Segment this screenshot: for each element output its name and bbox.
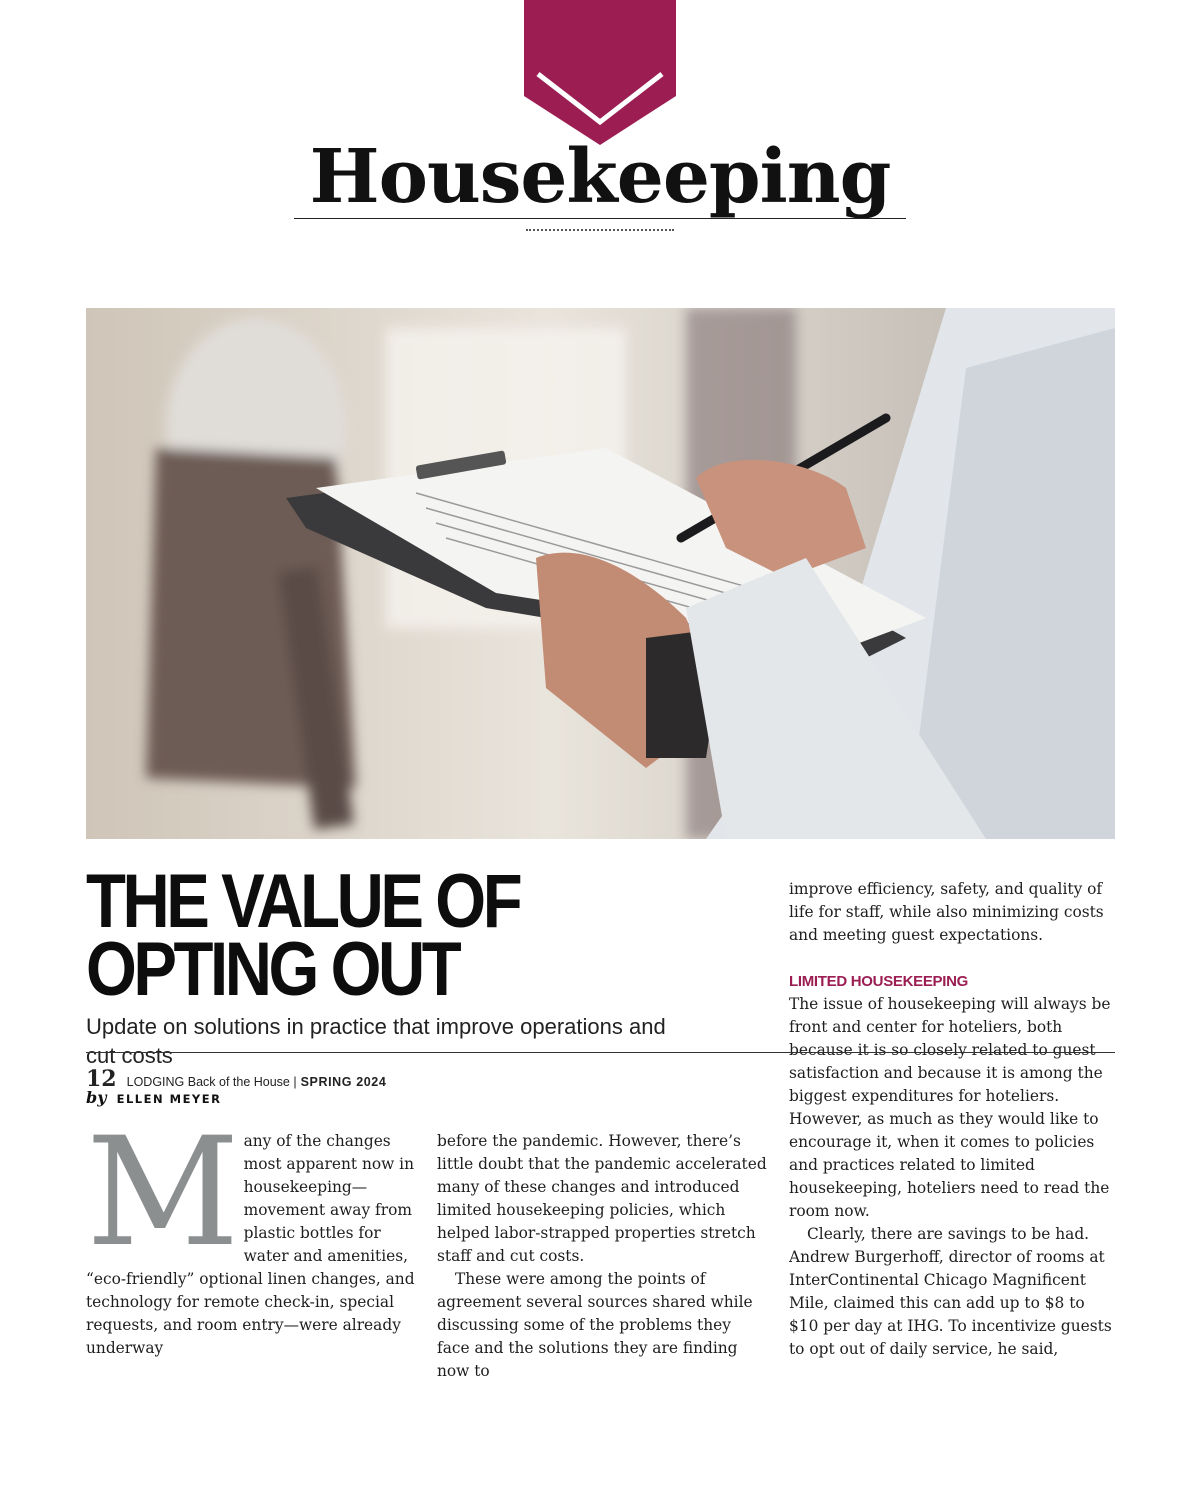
body-paragraph: The issue of housekeeping will always be front and center for hoteliers, both because it is so closely related to guest satisfaction and because it is among the biggest expenditures for hoteliers. However, as much as they would like to encourage it, when it comes to policies and practices related to limited housekeeping, hoteliers need to read the room now. <box>789 995 1111 1220</box>
section-title: Housekeeping <box>309 134 891 220</box>
article-headline <box>86 859 533 1012</box>
footer-rule <box>86 1052 1115 1053</box>
body-paragraph: any of the changes most apparent now in housekeeping—movement away from plastic bottles for water and amenities, “eco-friendly” optional linen changes, and technology for remote check-in, special requests, and room entry—were already underway <box>86 1132 415 1357</box>
page-footer <box>86 1066 386 1092</box>
byline-author: ELLEN MEYER <box>116 1092 222 1106</box>
body-paragraph: Clearly, there are savings to be had. Andrew Burgerhoff, director of rooms at InterContinental Chicago Magnificent Mile, claimed this can add up to $8 to $10 per day at IHG. To incentivize guests to opt out of daily service, he said, <box>789 1225 1112 1358</box>
section-subhead: LIMITED HOUSEKEEPING <box>789 973 969 990</box>
headline-line-1: THE VALUE OF <box>86 859 520 944</box>
headline-line-2: OPTING OUT <box>86 927 459 1012</box>
body-column-3 <box>789 878 1115 1361</box>
hero-photo <box>86 308 1115 839</box>
body-paragraph: improve efficiency, safety, and quality of life for staff, while also minimizing costs and meeting guest expectations. <box>789 880 1104 944</box>
page-number: 12 <box>86 1066 117 1092</box>
article-deck: Update on solutions in practice that improve operations and cut costs <box>86 1014 666 1068</box>
drop-cap: M <box>86 1106 236 1280</box>
body-paragraph: These were among the points of agreement several sources shared while discussing some of the problems they face and the solutions they are finding now to <box>437 1270 753 1380</box>
title-rule <box>294 218 906 219</box>
publication-name: LODGING Back of the House | <box>126 1075 297 1089</box>
body-paragraph: before the pandemic. However, there’s little doubt that the pandemic accelerated many of these changes and introduced limited housekeeping policies, which helped labor-strapped properties stretch staff and cut costs. <box>437 1132 767 1265</box>
issue-label: SPRING 2024 <box>300 1075 387 1089</box>
byline-by: by <box>86 1088 107 1107</box>
body-column-2 <box>437 1130 767 1383</box>
title-dotted-rule <box>526 229 674 231</box>
section-tab-chevron-icon <box>524 0 676 145</box>
body-column-1 <box>86 1106 416 1360</box>
